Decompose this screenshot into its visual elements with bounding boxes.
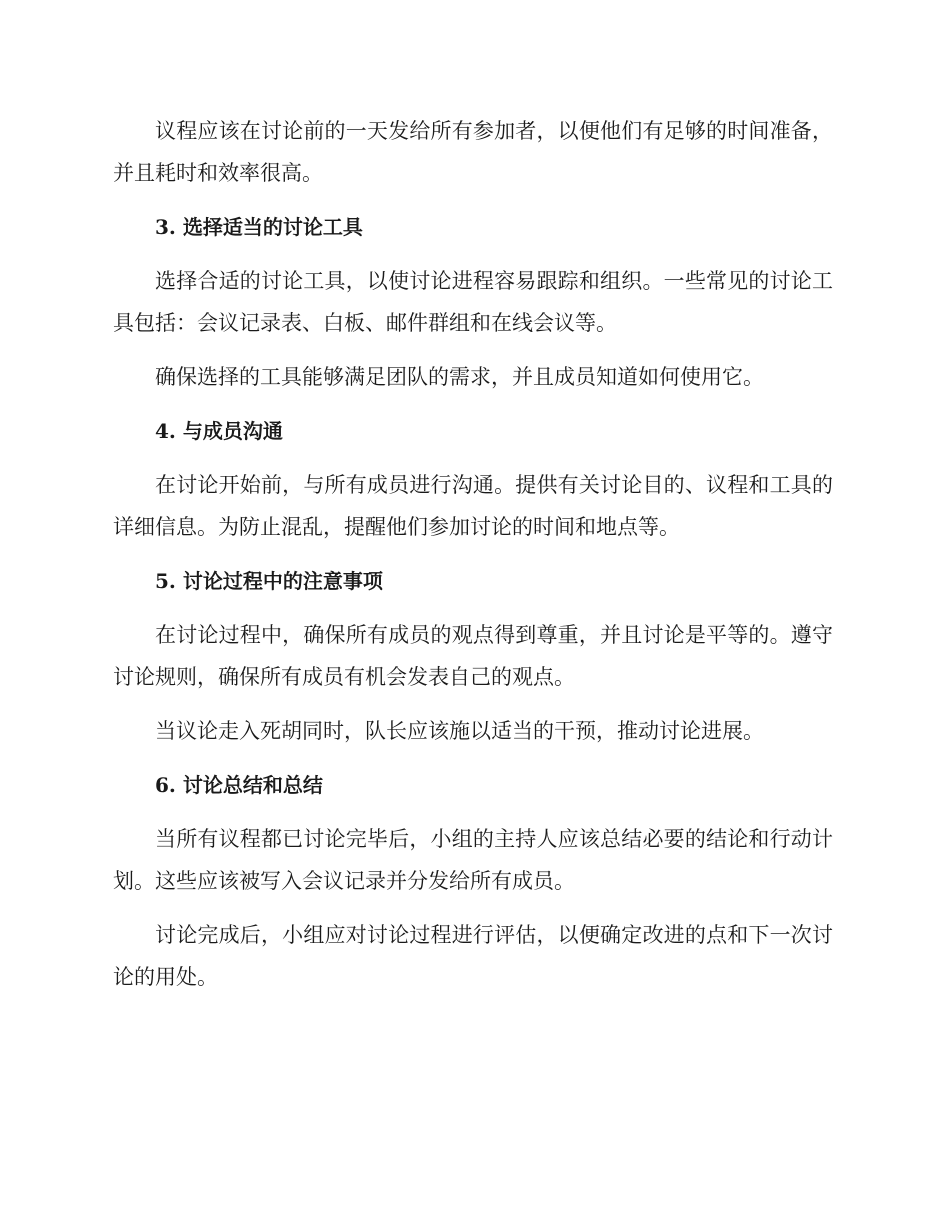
section-heading-6 <box>113 764 833 806</box>
section-number: 6. <box>155 773 176 797</box>
section-number: 5. <box>155 569 176 593</box>
section-title: 讨论总结和总结 <box>182 773 323 797</box>
section-heading-5 <box>113 560 833 602</box>
paragraph-intervene: 当议论走入死胡同时，队长应该施以适当的干预，推动讨论进展。 <box>155 719 764 743</box>
paragraph-communicate: 在讨论开始前，与所有成员进行沟通。提供有关讨论目的、议程和工具的详细信息。为防止混乱，提醒他们参加讨论的时间和地点等。 <box>113 473 833 539</box>
paragraph-summarize: 当所有议程都已讨论完毕后，小组的主持人应该总结必要的结论和行动计划。这些应该被写入会议记录并分发给所有成员。 <box>113 827 833 893</box>
paragraph-respect-views: 在讨论过程中，确保所有成员的观点得到尊重，并且讨论是平等的。遵守讨论规则，确保所有成员有机会发表自己的观点。 <box>113 623 833 689</box>
paragraph-choose-tools: 选择合适的讨论工具，以使讨论进程容易跟踪和组织。一些常见的讨论工具包括：会议记录表、白板、邮件群组和在线会议等。 <box>113 269 833 335</box>
paragraph-evaluate: 讨论完成后，小组应对讨论过程进行评估，以便确定改进的点和下一次讨论的用处。 <box>113 923 833 989</box>
section-heading-3 <box>113 206 833 248</box>
section-heading-4 <box>113 410 833 452</box>
paragraph-tools-fit: 确保选择的工具能够满足团队的需求，并且成员知道如何使用它。 <box>155 365 764 389</box>
document-body <box>113 110 833 1010</box>
paragraph-agenda-distribution: 议程应该在讨论前的一天发给所有参加者，以便他们有足够的时间准备，并且耗时和效率很高。 <box>113 119 833 185</box>
section-number: 4. <box>155 419 176 443</box>
section-title: 选择适当的讨论工具 <box>182 215 363 239</box>
section-number: 3. <box>155 215 176 239</box>
section-title: 与成员沟通 <box>182 419 283 443</box>
section-title: 讨论过程中的注意事项 <box>182 569 383 593</box>
